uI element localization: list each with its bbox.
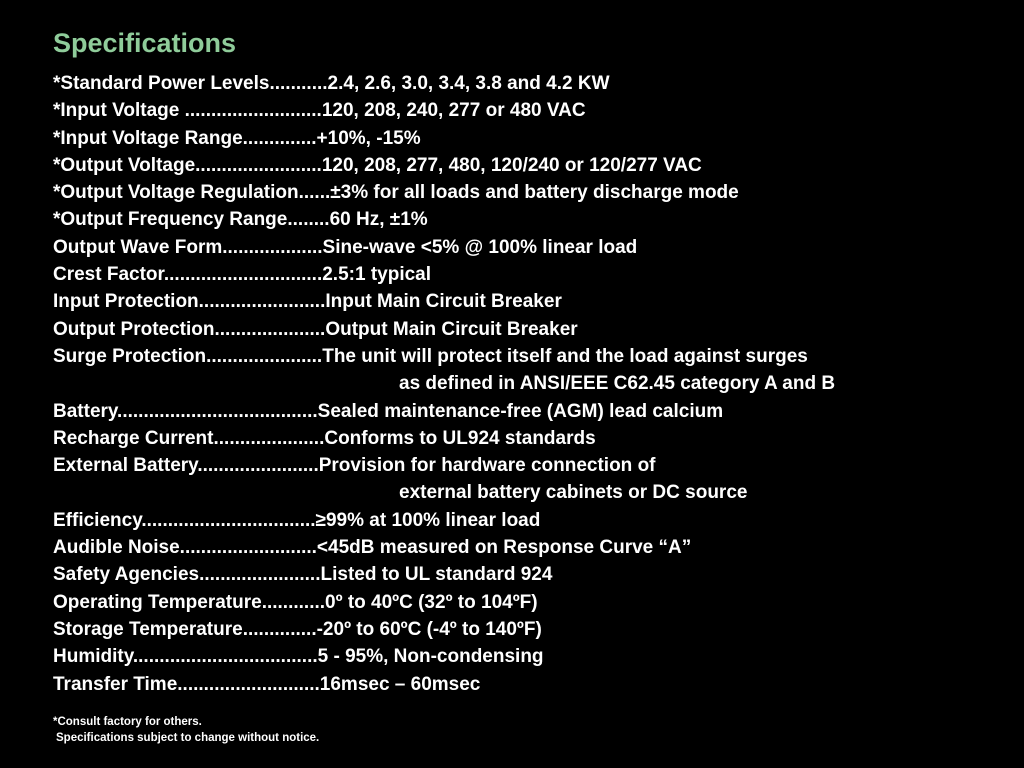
spec-storage-temperature: Storage Temperature..............-20º to 60ºC (-4º to 140ºF) bbox=[53, 618, 542, 640]
spec-surge-protection: Surge Protection......................The unit will protect itself and the load against surges bbox=[53, 345, 808, 367]
spec-recharge-current: Recharge Current.....................Conforms to UL924 standards bbox=[53, 427, 596, 449]
spec-output-frequency-range: *Output Frequency Range........60 Hz, ±1% bbox=[53, 209, 428, 231]
spec-crest-factor: Crest Factor..............................2.5:1 typical bbox=[53, 264, 432, 286]
spec-output-protection: Output Protection.....................Output Main Circuit Breaker bbox=[53, 318, 578, 340]
spec-input-voltage: *Input Voltage ..........................120, 208, 240, 277 or 480 VAC bbox=[53, 100, 586, 122]
spec-battery: Battery......................................Sealed maintenance-free (AGM) lead calcium bbox=[53, 400, 724, 422]
spec-output-wave-form: Output Wave Form...................Sine-wave <5% @ 100% linear load bbox=[53, 236, 638, 258]
spec-humidity: Humidity...................................5 - 95%, Non-condensing bbox=[53, 646, 544, 668]
spec-surge-protection-continued: as defined in ANSI/EEE C62.45 category A and B bbox=[399, 373, 836, 395]
spec-external-battery-continued: external battery cabinets or DC source bbox=[399, 482, 748, 504]
spec-input-voltage-range: *Input Voltage Range..............+10%, -15% bbox=[53, 127, 421, 149]
spec-output-voltage: *Output Voltage........................120, 208, 277, 480, 120/240 or 120/277 VAC bbox=[53, 154, 702, 176]
spec-audible-noise: Audible Noise..........................<45dB measured on Response Curve “A” bbox=[53, 537, 692, 559]
spec-input-protection: Input Protection........................Input Main Circuit Breaker bbox=[53, 291, 562, 313]
footnotes bbox=[53, 714, 319, 746]
spec-safety-agencies: Safety Agencies.......................Listed to UL standard 924 bbox=[53, 564, 553, 586]
spec-output-voltage-regulation: *Output Voltage Regulation......±3% for all loads and battery discharge mode bbox=[53, 182, 739, 204]
page-title: Specifications bbox=[53, 28, 237, 58]
spec-transfer-time: Transfer Time...........................16msec – 60msec bbox=[53, 673, 481, 695]
spec-operating-temperature: Operating Temperature............0º to 40ºC (32º to 104ºF) bbox=[53, 591, 538, 613]
spec-standard-power-levels: *Standard Power Levels...........2.4, 2.6, 3.0, 3.4, 3.8 and 4.2 KW bbox=[53, 73, 610, 94]
spec-external-battery: External Battery.......................Provision for hardware connection of bbox=[53, 455, 656, 477]
footnote-subject-to-change: Specifications subject to change without notice. bbox=[56, 732, 320, 744]
footnote-consult-factory: *Consult factory for others. bbox=[53, 716, 202, 728]
spec-efficiency: Efficiency.................................≥99% at 100% linear load bbox=[53, 509, 541, 531]
spec-list bbox=[53, 70, 835, 698]
